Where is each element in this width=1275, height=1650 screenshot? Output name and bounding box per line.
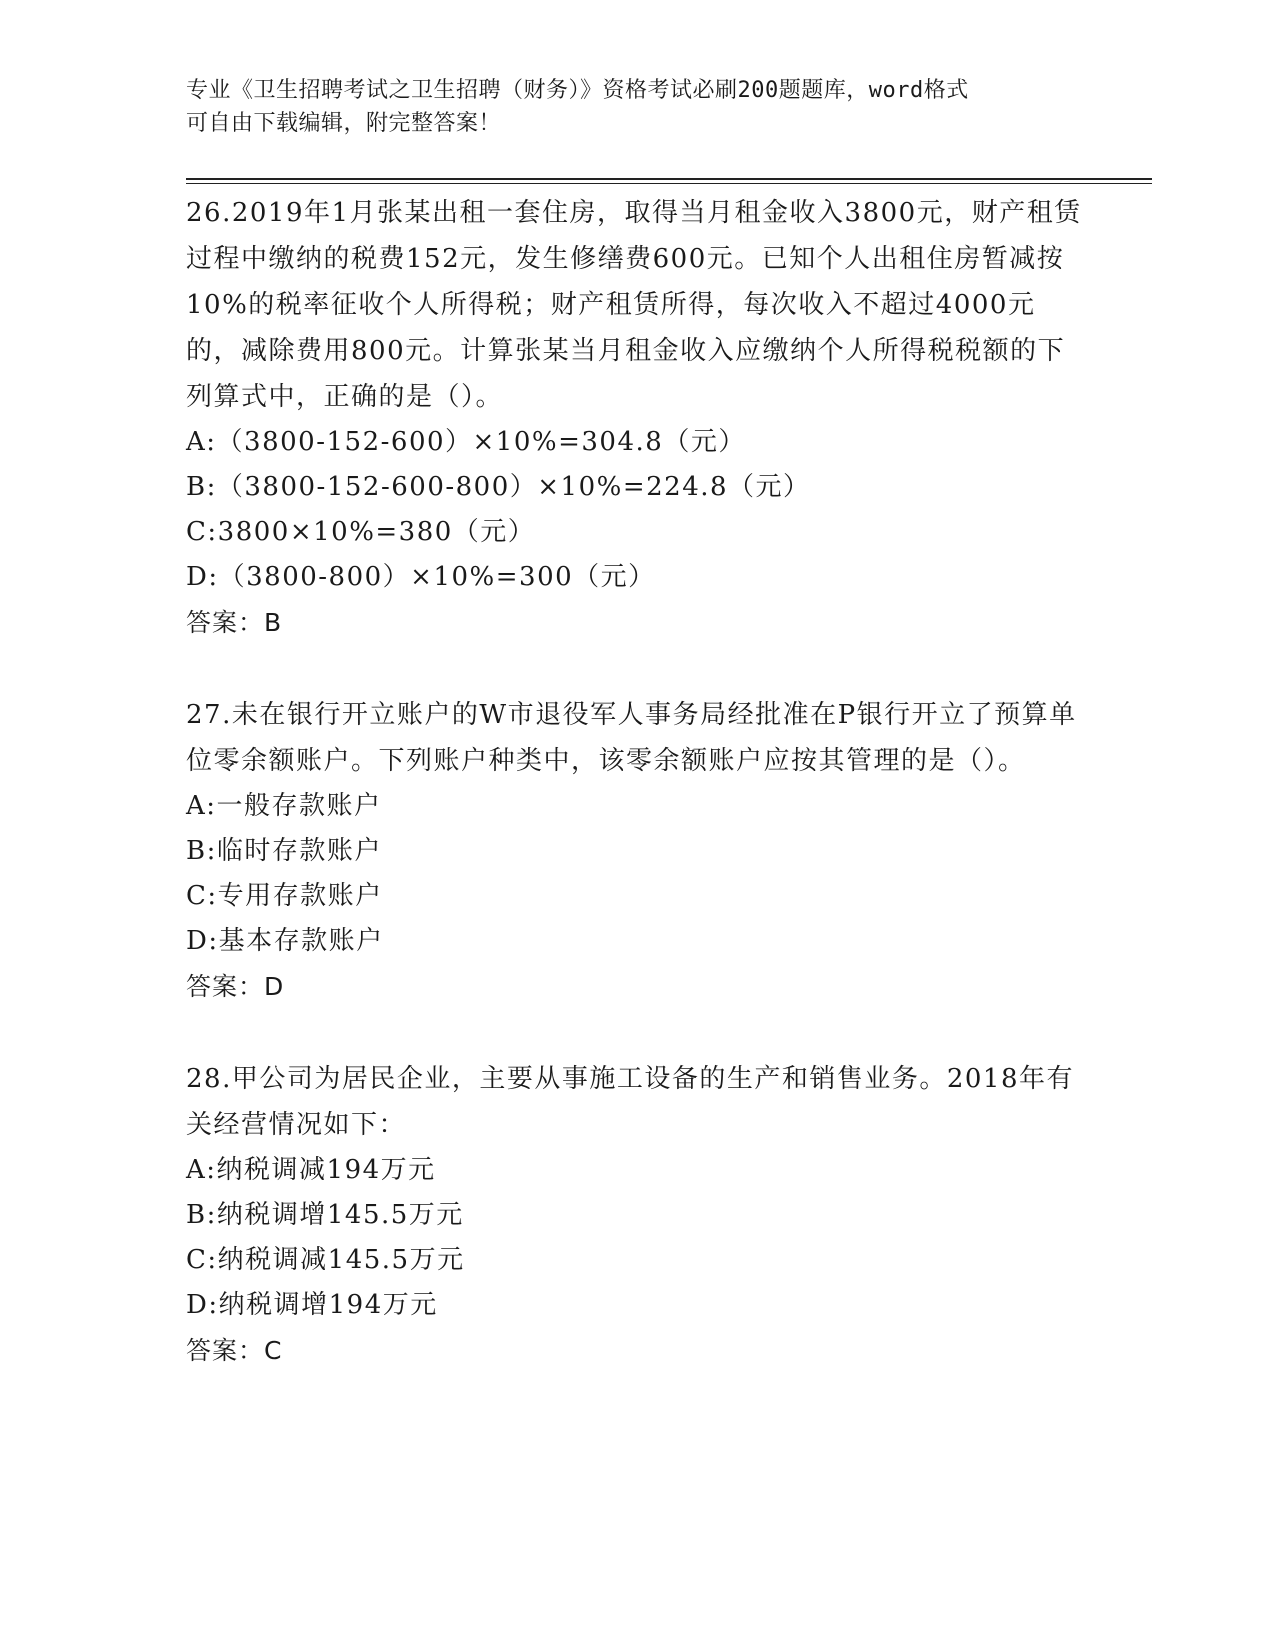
answer-label: 答案：D [186,972,285,1001]
question-28 [186,1056,1086,1374]
option-d: D:（3800-800）×10%=300（元） [186,562,656,592]
option-b: B:临时存款账户 [186,836,382,866]
option-c: C:纳税调减145.5万元 [186,1245,465,1275]
option-c: C:专用存款账户 [186,881,383,911]
answer-label: 答案：C [186,1336,283,1365]
option-a: A:一般存款账户 [186,791,382,821]
option-d: D:基本存款账户 [186,926,384,956]
option-b: B:（3800-152-600-800）×10%=224.8（元） [186,472,811,502]
option-a: A:（3800-152-600）×10%=304.8（元） [186,427,746,457]
option-a: A:纳税调减194万元 [186,1155,436,1185]
header-line-1: 专业《卫生招聘考试之卫生招聘（财务）》资格考试必刷200题题库，word格式 [186,78,969,103]
answer-label: 答案：B [186,608,283,637]
question-27 [186,692,1086,1010]
option-d: D:纳税调增194万元 [186,1290,438,1320]
question-26 [186,190,1086,646]
question-list [186,190,1086,1420]
option-c: C:3800×10%=380（元） [186,517,536,547]
question-text: 28.甲公司为居民企业，主要从事施工设备的生产和销售业务。2018年有关经营情况如下： [186,1064,1075,1140]
question-text: 26.2019年1月张某出租一套住房，取得当月租金收入3800元，财产租赁过程中缴纳的税费152元，发生修缮费600元。已知个人出租住房暂减按10%的税率征收个人所得税；财产租赁所得，每次收入不超过4000元的，减除费用800元。计算张某当月租金收入应缴纳个人所得税税额的下列算式中，正确的是（）。 [186,198,1082,412]
question-text: 27.未在银行开立账户的W市退役军人事务局经批准在P银行开立了预算单位零余额账户。下列账户种类中，该零余额账户应按其管理的是（）。 [186,700,1077,776]
header-line-2: 可自由下载编辑，附完整答案！ [186,111,502,136]
option-b: B:纳税调增145.5万元 [186,1200,464,1230]
document-header [186,74,1086,140]
header-divider [186,178,1152,184]
